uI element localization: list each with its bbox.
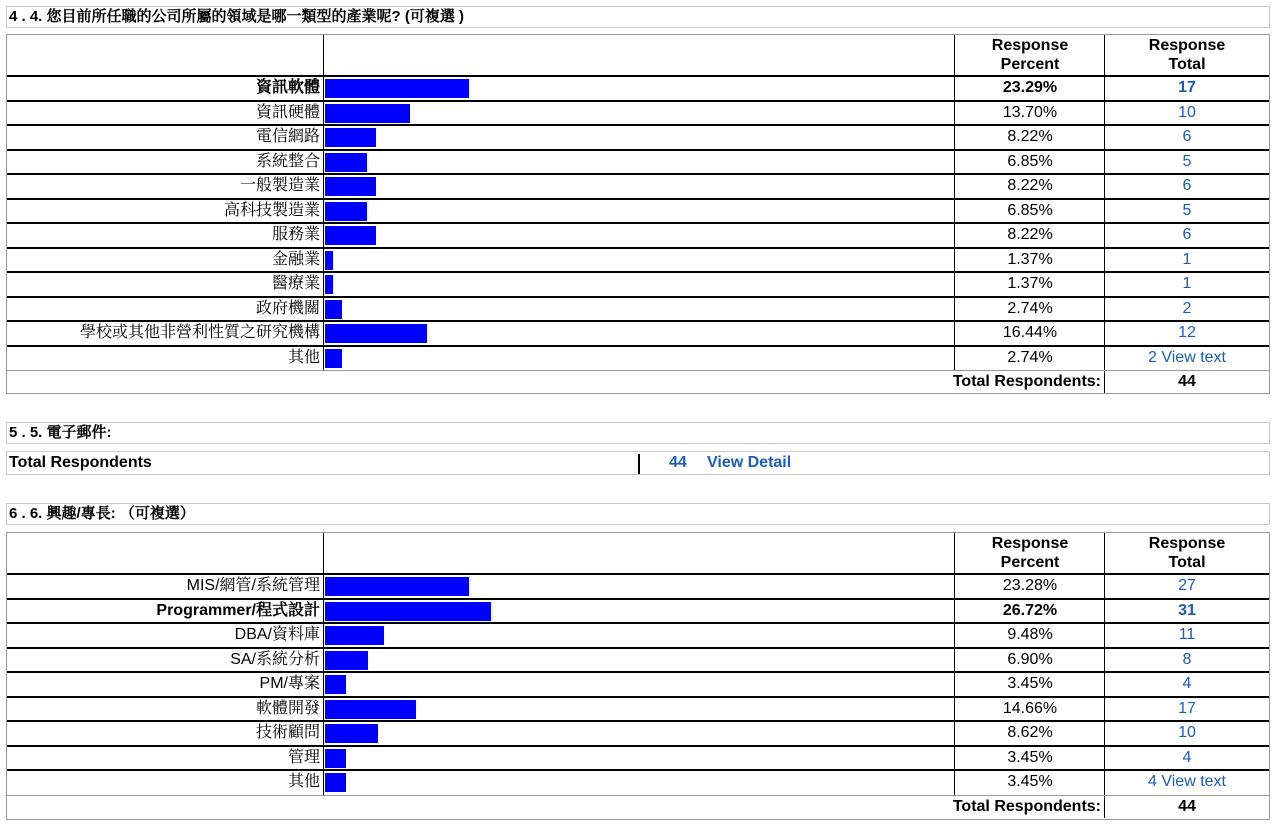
column-divider — [1104, 796, 1105, 818]
bar — [325, 602, 491, 621]
question-4-table — [6, 34, 1270, 394]
category-label: Programmer/程式設計 — [156, 601, 320, 619]
response-total-link[interactable]: 17 — [1178, 699, 1196, 717]
table-row — [7, 722, 1269, 747]
table-row — [7, 575, 1269, 600]
response-total-link[interactable]: 4 View text — [1148, 773, 1226, 790]
bar — [325, 724, 378, 743]
response-total-link[interactable]: 8 — [1182, 650, 1192, 668]
table-row — [7, 673, 1269, 698]
bar — [325, 128, 376, 147]
category-label: 資訊硬體 — [255, 103, 320, 121]
response-total-link[interactable]: 11 — [1178, 626, 1196, 643]
response-total-link[interactable]: 12 — [1178, 324, 1196, 341]
response-percent: 1.37% — [1007, 250, 1053, 268]
table-row — [7, 126, 1269, 151]
table-row — [7, 600, 1269, 625]
response-total-link[interactable]: 1 — [1182, 275, 1192, 292]
table-row — [7, 151, 1269, 176]
response-percent: 3.45% — [1007, 748, 1053, 766]
bar — [325, 675, 346, 694]
response-percent: 26.72% — [1002, 601, 1058, 619]
bar — [325, 104, 410, 123]
category-label: 其他 — [287, 348, 320, 366]
category-label: 管理 — [287, 748, 320, 766]
table-row — [7, 698, 1269, 723]
response-total-link[interactable]: 4 — [1182, 675, 1192, 692]
total-respondents-value: 44 — [1178, 373, 1196, 390]
table-row — [7, 322, 1269, 347]
response-percent: 23.28% — [1002, 577, 1058, 594]
response-total-link[interactable]: 1 — [1182, 250, 1192, 268]
header-response-total: Response Total — [1148, 37, 1226, 73]
response-percent: 9.48% — [1007, 626, 1053, 643]
category-label: 金融業 — [271, 250, 320, 268]
response-percent: 6.85% — [1007, 201, 1053, 219]
table-row — [7, 175, 1269, 200]
question-6-title: 6 . 6. 興趣/專長: （可複選） — [6, 503, 1270, 525]
bar — [325, 251, 333, 270]
respondent-count-link[interactable]: 44 — [669, 454, 687, 471]
category-label: MIS/網管/系統管理 — [186, 577, 320, 594]
table-row — [7, 771, 1269, 796]
table-row — [7, 273, 1269, 298]
response-percent: 8.62% — [1007, 724, 1053, 741]
response-percent: 3.45% — [1007, 675, 1053, 692]
category-label: 高科技製造業 — [223, 201, 320, 219]
response-percent: 8.22% — [1007, 128, 1053, 145]
header-response-percent: Response Percent — [991, 37, 1069, 73]
table-row — [7, 298, 1269, 323]
category-label: 服務業 — [271, 226, 320, 243]
bar — [325, 300, 342, 319]
category-label: 學校或其他非營利性質之研究機構 — [79, 324, 320, 341]
table-row — [7, 200, 1269, 225]
bar — [325, 226, 376, 245]
category-label: 電信網路 — [255, 128, 320, 145]
bar — [325, 577, 469, 596]
bar — [325, 700, 416, 719]
table-row — [7, 347, 1269, 372]
category-label: PM/專案 — [259, 675, 320, 692]
table-row — [7, 224, 1269, 249]
table-row — [7, 102, 1269, 127]
bar — [325, 324, 427, 343]
category-label: 一般製造業 — [239, 177, 320, 194]
question-6-table — [6, 532, 1270, 820]
bar — [325, 275, 333, 294]
response-percent: 6.90% — [1007, 650, 1053, 668]
view-detail-link[interactable]: View Detail — [707, 454, 792, 471]
response-percent: 13.70% — [1002, 103, 1058, 121]
column-divider — [1104, 371, 1105, 393]
category-label: 資訊軟體 — [255, 79, 320, 96]
response-percent: 23.29% — [1002, 79, 1058, 96]
total-respondents-label: Total Respondents — [9, 454, 152, 471]
category-label: 軟體開發 — [255, 699, 320, 717]
table-row — [7, 77, 1269, 102]
question-5-title: 5 . 5. 電子郵件: — [6, 422, 1270, 444]
total-respondents-label: Total Respondents: — [952, 797, 1101, 815]
table-row — [7, 649, 1269, 674]
response-percent: 1.37% — [1007, 275, 1053, 292]
response-total-link[interactable]: 6 — [1182, 128, 1192, 145]
response-total-link[interactable]: 2 — [1182, 299, 1192, 317]
response-percent: 8.22% — [1007, 226, 1053, 243]
table-header — [7, 35, 1269, 77]
response-total-link[interactable]: 10 — [1178, 103, 1196, 121]
response-percent: 14.66% — [1002, 699, 1058, 717]
response-total-link[interactable]: 4 — [1182, 748, 1192, 766]
response-percent: 6.85% — [1007, 152, 1053, 170]
category-label: SA/系統分析 — [230, 650, 320, 668]
response-total-link[interactable]: 27 — [1178, 577, 1196, 594]
table-row — [7, 624, 1269, 649]
bar — [325, 773, 346, 792]
bar — [325, 153, 367, 172]
bar — [325, 749, 346, 768]
response-percent: 8.22% — [1007, 177, 1053, 194]
bar — [325, 202, 367, 221]
bar — [325, 177, 376, 196]
total-respondents-label: Total Respondents: — [952, 373, 1101, 390]
total-respondents-row — [7, 796, 1269, 818]
bar — [325, 626, 384, 645]
response-percent: 3.45% — [1007, 773, 1053, 790]
bar — [325, 651, 368, 670]
bar — [325, 79, 469, 98]
response-total-link[interactable]: 5 — [1182, 201, 1192, 219]
category-label: 政府機關 — [255, 299, 320, 317]
response-total-link[interactable]: 6 — [1182, 177, 1192, 194]
category-label: 醫療業 — [271, 275, 320, 292]
response-total-link[interactable]: 5 — [1182, 152, 1192, 170]
response-total-link[interactable]: 2 View text — [1148, 348, 1226, 366]
question-4-title: 4 . 4. 您目前所任職的公司所屬的領域是哪一類型的產業呢? (可複選 ) — [6, 6, 1270, 28]
divider — [638, 454, 640, 474]
header-response-total: Response Total — [1148, 535, 1226, 571]
category-label: DBA/資料庫 — [234, 626, 320, 643]
response-percent: 16.44% — [1002, 324, 1058, 341]
category-label: 技術顧問 — [255, 724, 320, 741]
table-row — [7, 747, 1269, 772]
response-percent: 2.74% — [1007, 348, 1053, 366]
response-total-link[interactable]: 6 — [1182, 226, 1192, 243]
total-respondents-value: 44 — [1178, 797, 1196, 815]
table-row — [7, 249, 1269, 274]
header-response-percent: Response Percent — [991, 535, 1069, 571]
category-label: 其他 — [287, 773, 320, 790]
response-percent: 2.74% — [1007, 299, 1053, 317]
response-total-link[interactable]: 10 — [1178, 724, 1196, 741]
question-5-respondents-row — [6, 451, 1270, 475]
bar — [325, 349, 342, 368]
response-total-link[interactable]: 17 — [1178, 79, 1196, 96]
table-header — [7, 533, 1269, 575]
total-respondents-row — [7, 371, 1269, 393]
response-total-link[interactable]: 31 — [1178, 601, 1196, 619]
category-label: 系統整合 — [255, 152, 320, 170]
